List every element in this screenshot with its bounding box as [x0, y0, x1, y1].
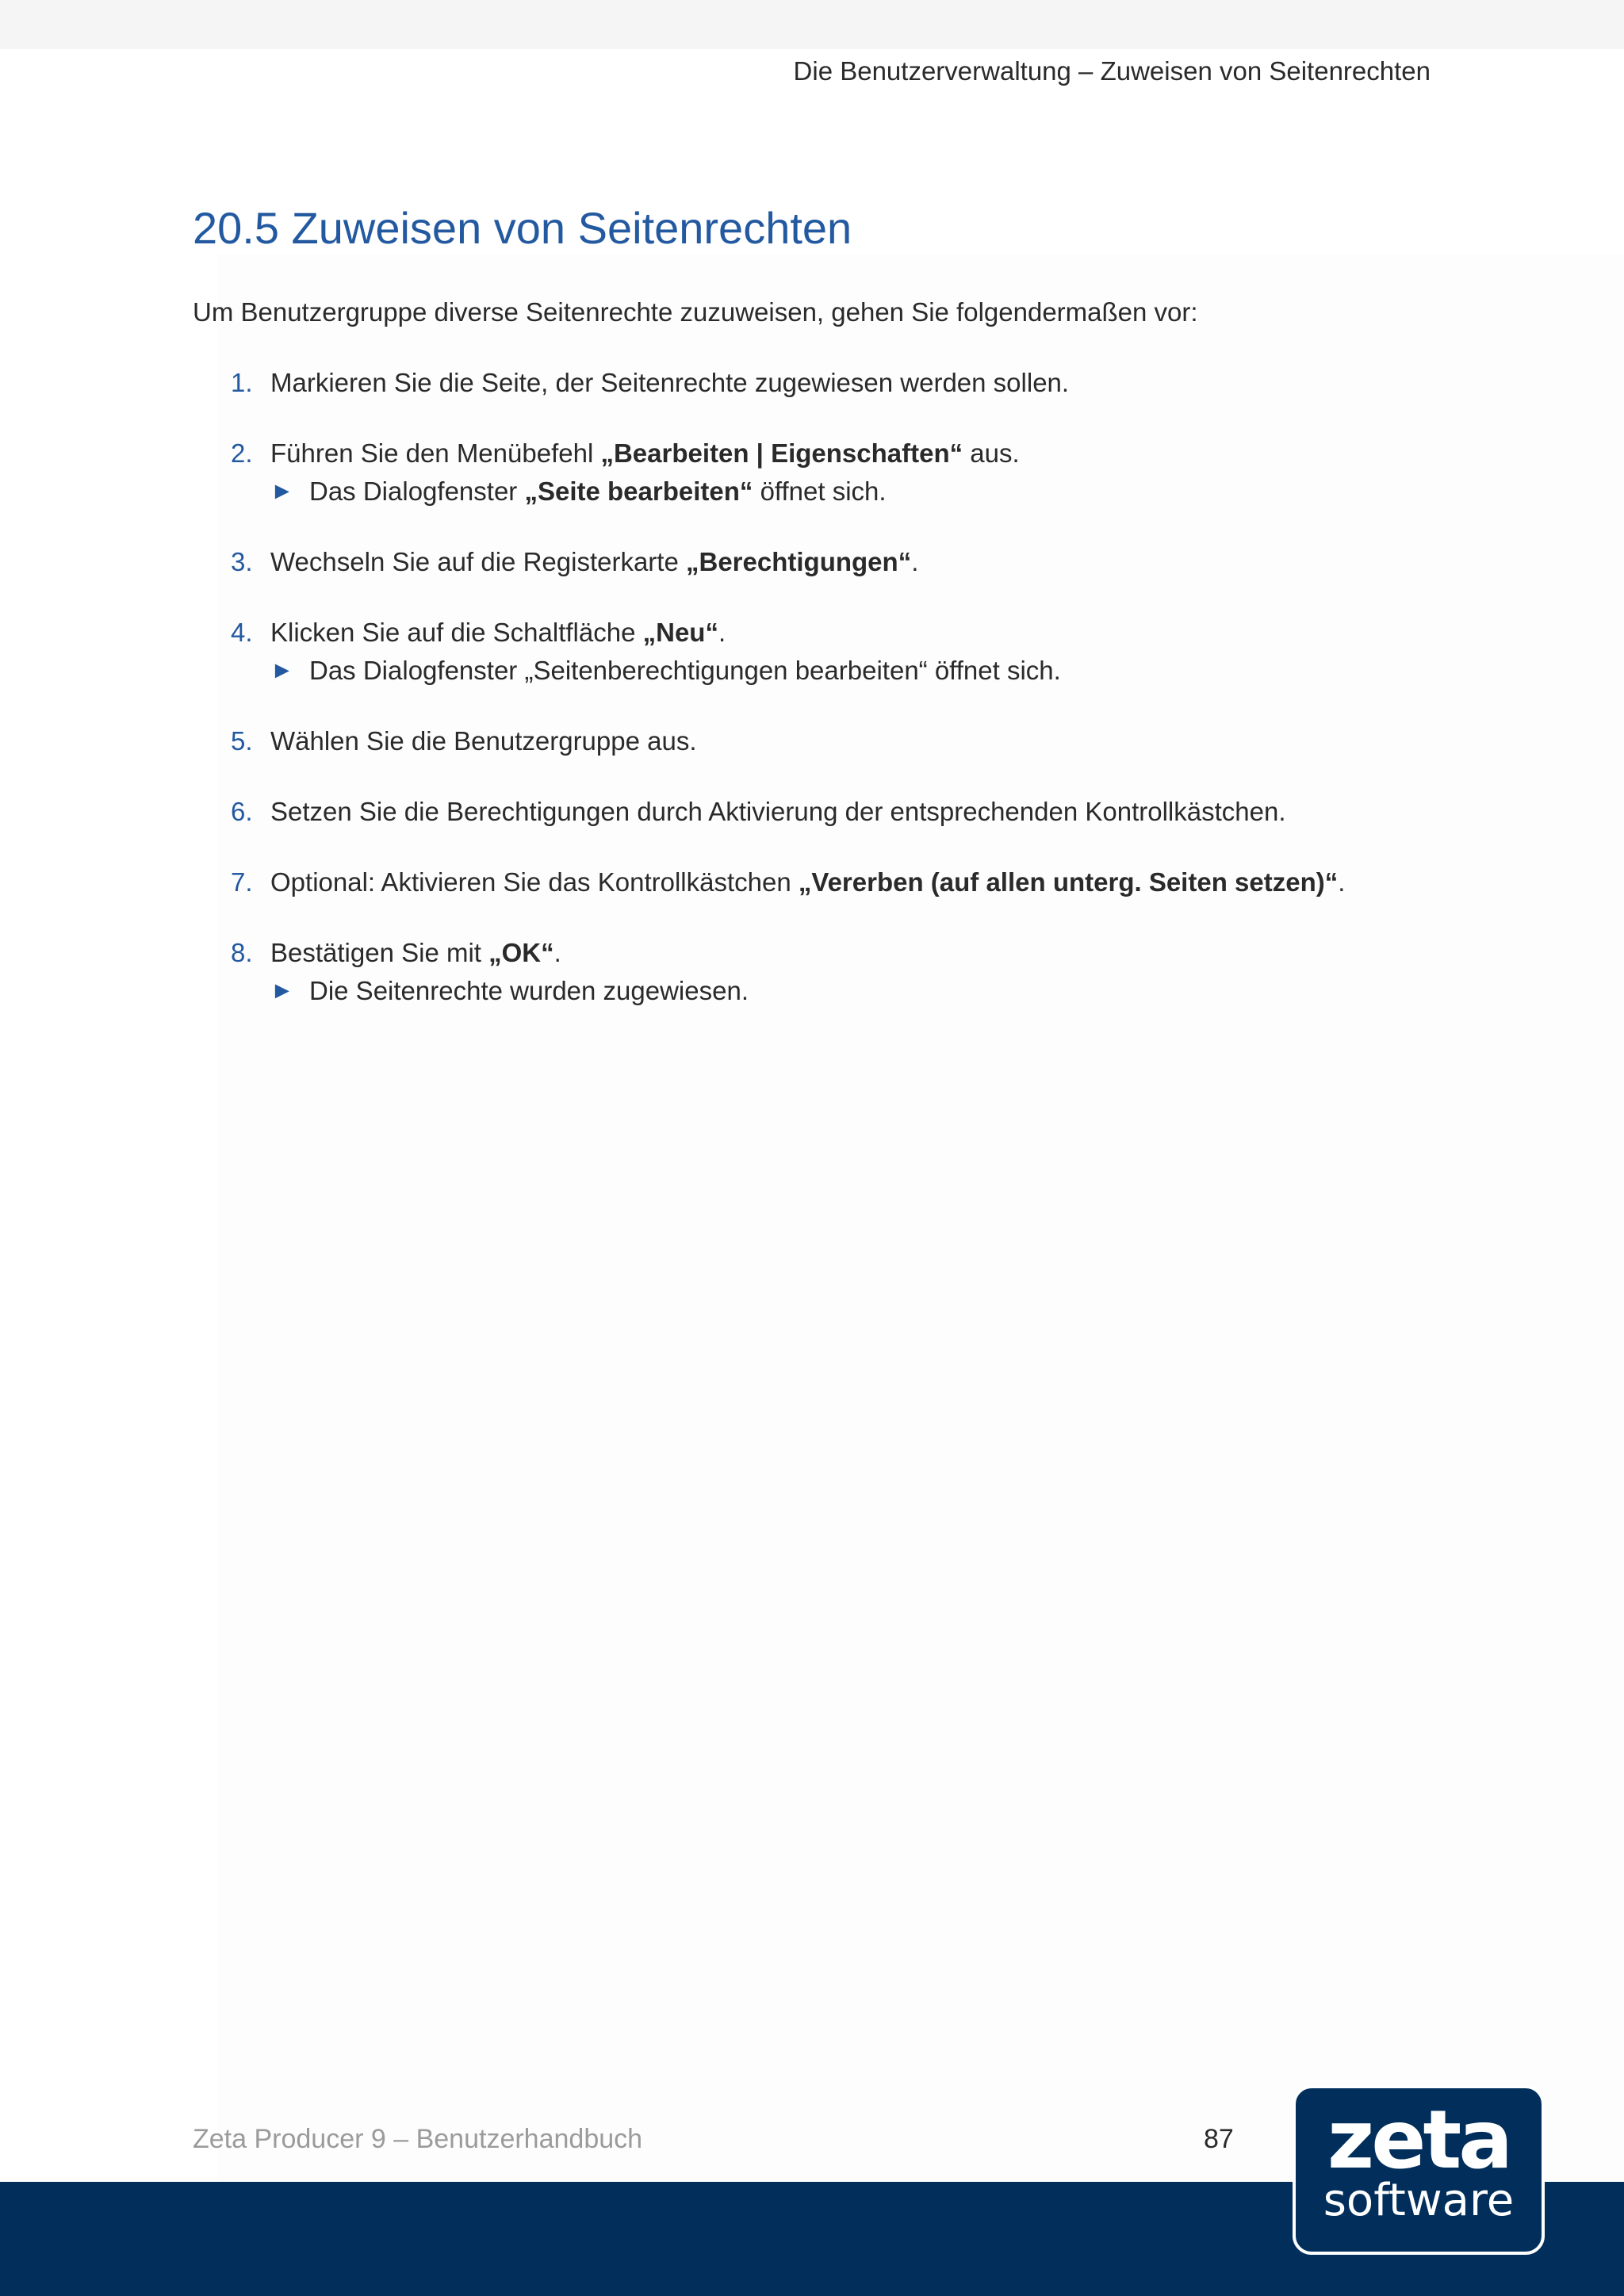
zeta-software-logo	[1293, 2085, 1545, 2255]
step-result	[270, 473, 1493, 511]
step-text: Wählen Sie die Benutzergruppe aus.	[270, 726, 697, 756]
intro-paragraph: Um Benutzergruppe diverse Seitenrechte zuzuweisen, gehen Sie folgendermaßen vor:	[193, 297, 1198, 327]
step-7	[193, 863, 1493, 901]
step-text: Setzen Sie die Berechtigungen durch Aktivierung der entsprechenden Kontrollkästchen.	[270, 797, 1286, 826]
dialog-name: „Seite bearbeiten“	[524, 476, 753, 506]
result-arrow-icon: ►	[270, 978, 294, 1004]
running-header: Die Benutzerverwaltung – Zuweisen von Seitenrechten	[793, 56, 1431, 86]
step-number: 7.	[231, 867, 253, 897]
step-text: Markieren Sie die Seite, der Seitenrechte zugewiesen werden sollen.	[270, 368, 1070, 397]
result-text: Die Seitenrechte wurden zugewiesen.	[309, 976, 749, 1005]
checkbox-name: „Vererben (auf allen unterg. Seiten setzen)“	[798, 867, 1339, 897]
instruction-steps	[193, 364, 1493, 1043]
step-number: 4.	[231, 618, 253, 647]
button-name: „Neu“	[642, 618, 718, 647]
step-text-end: .	[911, 547, 919, 576]
step-number: 3.	[231, 547, 253, 576]
top-margin-band	[0, 0, 1624, 49]
step-text: Klicken Sie auf die Schaltfläche	[270, 618, 643, 647]
step-result	[270, 652, 1493, 690]
logo-wordmark-software: software	[1323, 2175, 1515, 2226]
step-text-end: .	[553, 938, 561, 967]
tab-name: „Berechtigungen“	[686, 547, 912, 576]
step-result	[270, 972, 1493, 1010]
step-1	[193, 364, 1493, 402]
step-text-end: .	[718, 618, 726, 647]
step-text: Wechseln Sie auf die Registerkarte	[270, 547, 686, 576]
step-number: 1.	[231, 368, 253, 397]
step-text: Führen Sie den Menübefehl	[270, 438, 601, 468]
logo-wordmark-zeta: zeta	[1327, 2093, 1511, 2187]
step-text-end: .	[1338, 867, 1346, 897]
menu-command: „Bearbeiten | Eigenschaften“	[600, 438, 963, 468]
step-4	[193, 614, 1493, 690]
step-number: 2.	[231, 438, 253, 468]
result-text: Das Dialogfenster	[309, 476, 525, 506]
button-name: „OK“	[488, 938, 554, 967]
step-number: 8.	[231, 938, 253, 967]
step-8	[193, 934, 1493, 1010]
step-6	[193, 793, 1493, 831]
result-text-end: öffnet sich.	[753, 476, 887, 506]
step-2	[193, 434, 1493, 511]
step-text-end: aus.	[963, 438, 1020, 468]
step-number: 5.	[231, 726, 253, 756]
step-text: Optional: Aktivieren Sie das Kontrollkästchen	[270, 867, 799, 897]
step-5	[193, 722, 1493, 760]
result-text: Das Dialogfenster „Seitenberechtigungen bearbeiten“ öffnet sich.	[309, 656, 1061, 685]
section-heading: 20.5 Zuweisen von Seitenrechten	[193, 203, 852, 253]
step-number: 6.	[231, 797, 253, 826]
result-arrow-icon: ►	[270, 478, 294, 504]
result-arrow-icon: ►	[270, 657, 294, 683]
footer-book-title: Zeta Producer 9 – Benutzerhandbuch	[193, 2124, 643, 2154]
page-number: 87	[1204, 2124, 1234, 2154]
step-3	[193, 543, 1493, 581]
step-text: Bestätigen Sie mit	[270, 938, 489, 967]
